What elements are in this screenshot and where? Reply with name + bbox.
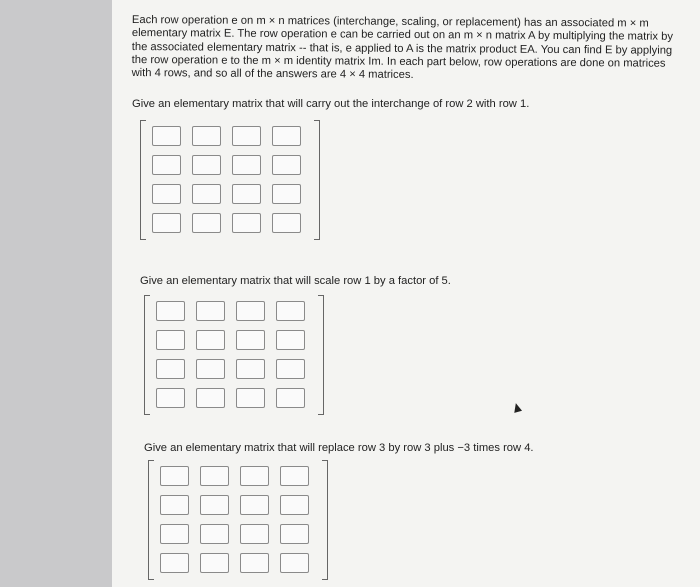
matrix-cell-input[interactable] [156, 330, 185, 350]
matrix-cell-input[interactable] [276, 301, 305, 321]
question-1-text: Give an elementary matrix that will carry out the interchange of row 2 with row 1. [132, 98, 530, 110]
matrix-cell-input[interactable] [280, 466, 309, 486]
matrix-cell-input[interactable] [192, 184, 221, 204]
question-2-text: Give an elementary matrix that will scale row 1 by a factor of 5. [140, 275, 451, 287]
question-3-text: Give an elementary matrix that will replace row 3 by row 3 plus −3 times row 4. [144, 442, 534, 454]
matrix-cell-input[interactable] [192, 126, 221, 146]
matrix-1 [140, 120, 320, 238]
matrix-cell-input[interactable] [160, 553, 189, 573]
matrix-cell-input[interactable] [200, 524, 229, 544]
matrix-cell-input[interactable] [200, 466, 229, 486]
intro-paragraph: Each row operation e on m × n matrices (interchange, scaling, or replacement) has an associated m × m elementary matrix E. The row operation e can be carried out on an m × n matrix A by multiplying the matrix by the associated elementary matrix -- that is, e applied to A is the matrix product EA. You can find E by applying the row operation e to the m × m identity matrix Im. In each part below, row operations are done on matrices with 4 rows, and so all of the answers are 4 × 4 matrices. [131, 14, 673, 82]
matrix-cell-input[interactable] [232, 184, 261, 204]
matrix-cell-input[interactable] [240, 553, 269, 573]
matrix-cell-input[interactable] [236, 330, 265, 350]
matrix-cell-input[interactable] [236, 359, 265, 379]
matrix-cell-input[interactable] [196, 359, 225, 379]
matrix-cell-input[interactable] [280, 495, 309, 515]
left-bracket [148, 460, 154, 580]
matrix-3 [148, 460, 328, 578]
matrix-cell-input[interactable] [240, 466, 269, 486]
matrix-cell-input[interactable] [272, 184, 301, 204]
matrix-cell-input[interactable] [200, 553, 229, 573]
matrix-cell-input[interactable] [236, 301, 265, 321]
matrix-cell-input[interactable] [280, 553, 309, 573]
matrix-cell-input[interactable] [276, 359, 305, 379]
matrix-2 [144, 295, 324, 413]
matrix-cell-input[interactable] [152, 213, 181, 233]
matrix-cell-input[interactable] [272, 155, 301, 175]
matrix-cell-input[interactable] [240, 524, 269, 544]
left-bracket [140, 120, 146, 240]
matrix-cell-input[interactable] [152, 155, 181, 175]
matrix-3-grid [160, 466, 309, 573]
matrix-cell-input[interactable] [232, 213, 261, 233]
matrix-cell-input[interactable] [156, 388, 185, 408]
matrix-cell-input[interactable] [160, 495, 189, 515]
matrix-cell-input[interactable] [232, 126, 261, 146]
mouse-cursor-icon [512, 402, 522, 413]
matrix-cell-input[interactable] [280, 524, 309, 544]
question-page [112, 0, 700, 587]
matrix-cell-input[interactable] [276, 388, 305, 408]
matrix-cell-input[interactable] [156, 301, 185, 321]
matrix-cell-input[interactable] [160, 524, 189, 544]
matrix-1-grid [152, 126, 301, 233]
matrix-cell-input[interactable] [196, 301, 225, 321]
matrix-cell-input[interactable] [192, 213, 221, 233]
matrix-cell-input[interactable] [232, 155, 261, 175]
matrix-cell-input[interactable] [156, 359, 185, 379]
matrix-cell-input[interactable] [196, 330, 225, 350]
right-bracket [314, 120, 320, 240]
matrix-cell-input[interactable] [196, 388, 225, 408]
matrix-cell-input[interactable] [192, 155, 221, 175]
matrix-cell-input[interactable] [272, 213, 301, 233]
matrix-cell-input[interactable] [200, 495, 229, 515]
left-bracket [144, 295, 150, 415]
matrix-cell-input[interactable] [160, 466, 189, 486]
matrix-cell-input[interactable] [240, 495, 269, 515]
matrix-cell-input[interactable] [152, 184, 181, 204]
matrix-cell-input[interactable] [272, 126, 301, 146]
matrix-cell-input[interactable] [236, 388, 265, 408]
right-bracket [322, 460, 328, 580]
matrix-cell-input[interactable] [152, 126, 181, 146]
right-bracket [318, 295, 324, 415]
matrix-2-grid [156, 301, 305, 408]
matrix-cell-input[interactable] [276, 330, 305, 350]
